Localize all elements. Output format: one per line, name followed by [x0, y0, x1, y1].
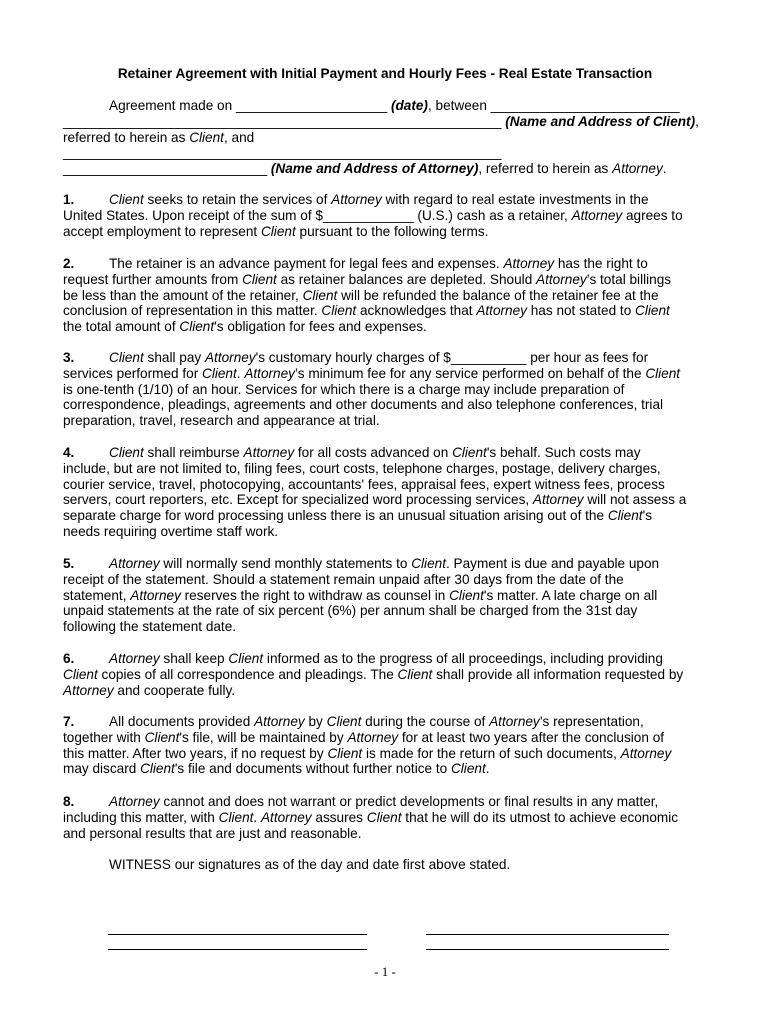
paragraph-line	[63, 794, 707, 810]
text-run: during the course of	[361, 714, 490, 729]
defined-term: Attorney	[63, 682, 114, 698]
paragraph-line	[63, 256, 707, 272]
paragraph-line	[63, 413, 707, 429]
defined-term: Client	[109, 350, 144, 365]
text-run: the total amount of	[63, 319, 180, 335]
defined-term: Attorney	[536, 271, 587, 287]
paragraph-line	[63, 508, 707, 524]
defined-term: Attorney	[130, 587, 181, 603]
text-run: statement,	[63, 587, 131, 603]
paragraph-line	[63, 714, 707, 730]
text-run: has not stated to	[526, 303, 636, 319]
text-run: shall pay	[143, 350, 205, 365]
defined-term: Client	[321, 303, 357, 319]
paragraph-line	[63, 524, 707, 540]
text-run: with regard to real estate investments in the	[381, 192, 649, 207]
intro-line-5: ___________________________ (Name and Address of Attorney), referred to herein as Attorney.	[63, 160, 667, 176]
paragraph-line	[63, 319, 707, 335]
paragraph-line	[63, 761, 707, 777]
defined-term: Client	[144, 729, 180, 745]
text-run: 's matter. A late charge on all	[483, 587, 658, 603]
text-run: shall provide all information requested by	[432, 666, 684, 682]
text-run: following the statement date.	[63, 619, 237, 635]
paragraph-line	[63, 461, 707, 477]
defined-term: Attorney	[254, 714, 305, 729]
section-number: 2.	[63, 256, 75, 271]
client-name-line	[108, 949, 367, 950]
text-run: 's customary hourly charges of $__________ per hour as fees for	[255, 350, 649, 365]
text-run: and personal results that are just and reasonable.	[63, 825, 362, 841]
paragraph-line	[63, 477, 707, 493]
defined-term: Client	[326, 714, 362, 729]
defined-term: Client	[607, 508, 643, 524]
defined-term: Client	[397, 666, 433, 682]
text-run: . Payment is due and payable upon	[445, 556, 660, 571]
text-run: United States. Upon receipt of the sum of $____________ (U.S.) cash as a retainer,	[63, 207, 572, 223]
defined-term: Attorney	[331, 192, 382, 207]
text-run: 's behalf. Such costs may	[486, 445, 641, 460]
defined-term: Attorney	[532, 492, 584, 508]
text-run: shall reimburse	[143, 445, 244, 460]
text-run: unpaid statements at the rate of six percent (6%) per annum shall be charged from the 31st day	[63, 603, 638, 619]
paragraph-line	[63, 366, 707, 382]
text-run: needs requiring overtime staff work.	[63, 523, 279, 539]
document-title: Retainer Agreement with Initial Payment and Hourly Fees - Real Estate Transaction	[117, 66, 653, 81]
defined-term: Attorney	[243, 445, 295, 460]
paragraph-line	[63, 619, 707, 635]
text-run: seeks to retain the services of	[143, 192, 332, 207]
defined-term: Client	[450, 761, 486, 777]
section-2	[63, 256, 707, 335]
defined-term: Client	[449, 587, 484, 603]
client-signature-line	[108, 934, 367, 935]
paragraph-line	[63, 651, 707, 667]
text-run: ’s total billings	[586, 271, 672, 287]
text-run: accept employment to represent	[63, 223, 261, 239]
paragraph-line	[63, 272, 707, 288]
defined-term: Attorney	[347, 729, 399, 745]
intro-line-3: referred to herein as Client, and	[63, 129, 255, 145]
defined-term: Client	[202, 365, 237, 381]
paragraph-line	[63, 826, 707, 842]
paragraph-line	[63, 288, 707, 304]
paragraph-line	[63, 303, 707, 319]
section-4	[63, 445, 707, 540]
text-run: cannot and does not warrant or predict developments or final results in any matter,	[159, 794, 659, 809]
defined-term: Client	[179, 319, 215, 335]
paragraph-line	[63, 810, 707, 826]
text-run: separate charge for word processing unless there is an unusual situation arising out of the	[63, 508, 608, 524]
text-run: include, but are not limited to, filing fees, court costs, telephone charges, postage, delivery charges,	[63, 460, 661, 476]
paragraph-line	[63, 397, 707, 413]
defined-term: Attorney	[204, 350, 256, 365]
page-number: - 1 -	[374, 964, 396, 979]
section-number: 6.	[63, 651, 75, 666]
text-run: by	[304, 714, 327, 729]
text-run: copies of all correspondence and pleadings. The	[97, 666, 398, 682]
text-run: services performed for	[63, 365, 203, 381]
witness-paragraph	[63, 857, 707, 873]
attorney-name-line	[426, 949, 669, 950]
defined-term: Attorney	[620, 745, 672, 761]
defined-term: Attorney	[109, 794, 160, 809]
text-run: ’s representation,	[539, 714, 644, 729]
defined-term: Attorney	[109, 651, 160, 666]
paragraph-line	[63, 382, 707, 398]
text-run: be less than the amount of the retainer,	[63, 287, 303, 303]
section-8	[63, 794, 707, 841]
paragraph-line	[63, 208, 707, 224]
defined-term: Attorney	[571, 207, 623, 223]
defined-term: Client	[302, 287, 338, 303]
text-run: for at least two years after the conclusion of	[398, 729, 665, 745]
paragraph-line	[63, 683, 707, 699]
defined-term: Client	[645, 365, 681, 381]
text-run: assures	[311, 809, 367, 825]
paragraph-line	[63, 588, 707, 604]
text-run: ’s minimum fee for any service performed on behalf of the	[294, 365, 646, 381]
text-run: .	[253, 809, 261, 825]
text-run: and cooperate fully.	[113, 682, 236, 698]
section-number: 8.	[63, 794, 75, 809]
text-run: will not assess a	[583, 492, 687, 508]
text-run: receipt of the statement. Should a statement remain unpaid after 30 days from the date of the	[63, 571, 624, 587]
defined-term: Attorney	[244, 365, 295, 381]
paragraph-line	[63, 224, 707, 240]
intro-line-4: __________________________________________________________	[63, 145, 502, 160]
text-run: has the right to	[554, 256, 648, 271]
text-run: courier service, travel, photocopying, accountants' fees, appraisal fees, expert witness fees, process	[63, 476, 665, 492]
text-run: together with	[63, 729, 145, 745]
defined-term: Client	[109, 192, 144, 207]
text-run: The retainer is an advance payment for legal fees and expenses.	[109, 256, 504, 271]
text-run: conclusion of representation in this matter.	[63, 303, 322, 319]
text-run: 's file, will be maintained by	[179, 729, 348, 745]
defined-term: Attorney	[489, 714, 540, 729]
intro-line-1: Agreement made on ____________________ (date), between _________________________	[109, 98, 680, 113]
section-6	[63, 651, 707, 698]
text-run: 's file and documents without further notice to	[174, 761, 451, 777]
paragraph-line	[63, 746, 707, 762]
defined-term: Client	[140, 761, 175, 777]
intro-paragraph	[63, 98, 707, 145]
text-run: .	[485, 761, 490, 777]
text-run: preparation, travel, research and appearance at trial.	[63, 413, 380, 429]
paragraph-line	[63, 445, 707, 461]
attorney-signature-line	[426, 934, 669, 935]
defined-term: Client	[635, 303, 670, 319]
defined-term: Client	[452, 445, 487, 460]
text-run: for all costs advanced on	[294, 445, 453, 460]
text-run: correspondence, pleadings, agreements and other documents and also telephone conferences, trial	[63, 397, 664, 413]
witness-statement: WITNESS our signatures as of the day and date first above stated.	[109, 857, 511, 872]
text-run: may discard	[63, 761, 141, 777]
defined-term: Client	[260, 223, 296, 239]
text-run: that he will do its utmost to achieve economic	[401, 809, 679, 825]
defined-term: Attorney	[476, 303, 527, 319]
paragraph-line	[63, 730, 707, 746]
section-number: 5.	[63, 556, 75, 571]
section-5	[63, 556, 707, 635]
text-run: agrees to	[622, 207, 683, 223]
text-run: including this matter, with	[63, 809, 219, 825]
defined-term: Client	[109, 445, 144, 460]
section-3	[63, 350, 707, 429]
defined-term: Client	[411, 556, 446, 571]
paragraph-line	[63, 192, 707, 208]
defined-term: Attorney	[260, 809, 312, 825]
defined-term: Client	[327, 745, 363, 761]
paragraph-line	[63, 556, 707, 572]
defined-term: Client	[366, 809, 402, 825]
section-number: 1.	[63, 192, 75, 207]
text-run: shall keep	[159, 651, 229, 666]
defined-term: Client	[242, 271, 277, 287]
text-run: servers, court reporters, etc. Except for specialized word processing services,	[63, 492, 533, 508]
section-1	[63, 192, 707, 239]
paragraph-line	[63, 572, 707, 588]
section-number: 7.	[63, 714, 75, 729]
text-run: is one-tenth (1/10) of an hour. Services for which there is a charge may include preparation of	[63, 381, 625, 397]
paragraph-line	[63, 603, 707, 619]
paragraph-line	[63, 492, 707, 508]
section-7	[63, 714, 707, 777]
paragraph-line	[63, 667, 707, 683]
text-run: request further amounts from	[63, 271, 243, 287]
defined-term: Client	[63, 666, 98, 682]
text-run: will normally send monthly statements to	[159, 556, 412, 571]
defined-term: Attorney	[503, 256, 555, 271]
text-run: .	[236, 365, 245, 381]
intro-line-2: __________________________________________________________ (Name and Address of Client),	[63, 113, 699, 129]
section-number: 3.	[63, 350, 75, 365]
text-run: pursuant to the following terms.	[295, 223, 489, 239]
text-run: 's	[642, 508, 652, 524]
attorney-paragraph	[63, 145, 707, 177]
defined-term: Client	[228, 651, 264, 666]
defined-term: Client	[218, 809, 254, 825]
text-run: as retainer balances are depleted. Should	[276, 271, 537, 287]
text-run: reserves the right to withdraw as counsel in	[180, 587, 450, 603]
text-run: this matter. After two years, if no request by	[63, 745, 328, 761]
text-run: All documents provided	[109, 714, 255, 729]
text-run: 's obligation for fees and expenses.	[214, 319, 427, 335]
text-run: will be refunded the balance of the retainer fee at the	[337, 287, 659, 303]
text-run: informed as to the progress of all proceedings, including providing	[263, 651, 663, 666]
defined-term: Attorney	[109, 556, 160, 571]
paragraph-line	[63, 350, 707, 366]
section-number: 4.	[63, 445, 75, 460]
text-run: is made for the return of such documents,	[362, 745, 621, 761]
text-run: acknowledges that	[356, 303, 477, 319]
